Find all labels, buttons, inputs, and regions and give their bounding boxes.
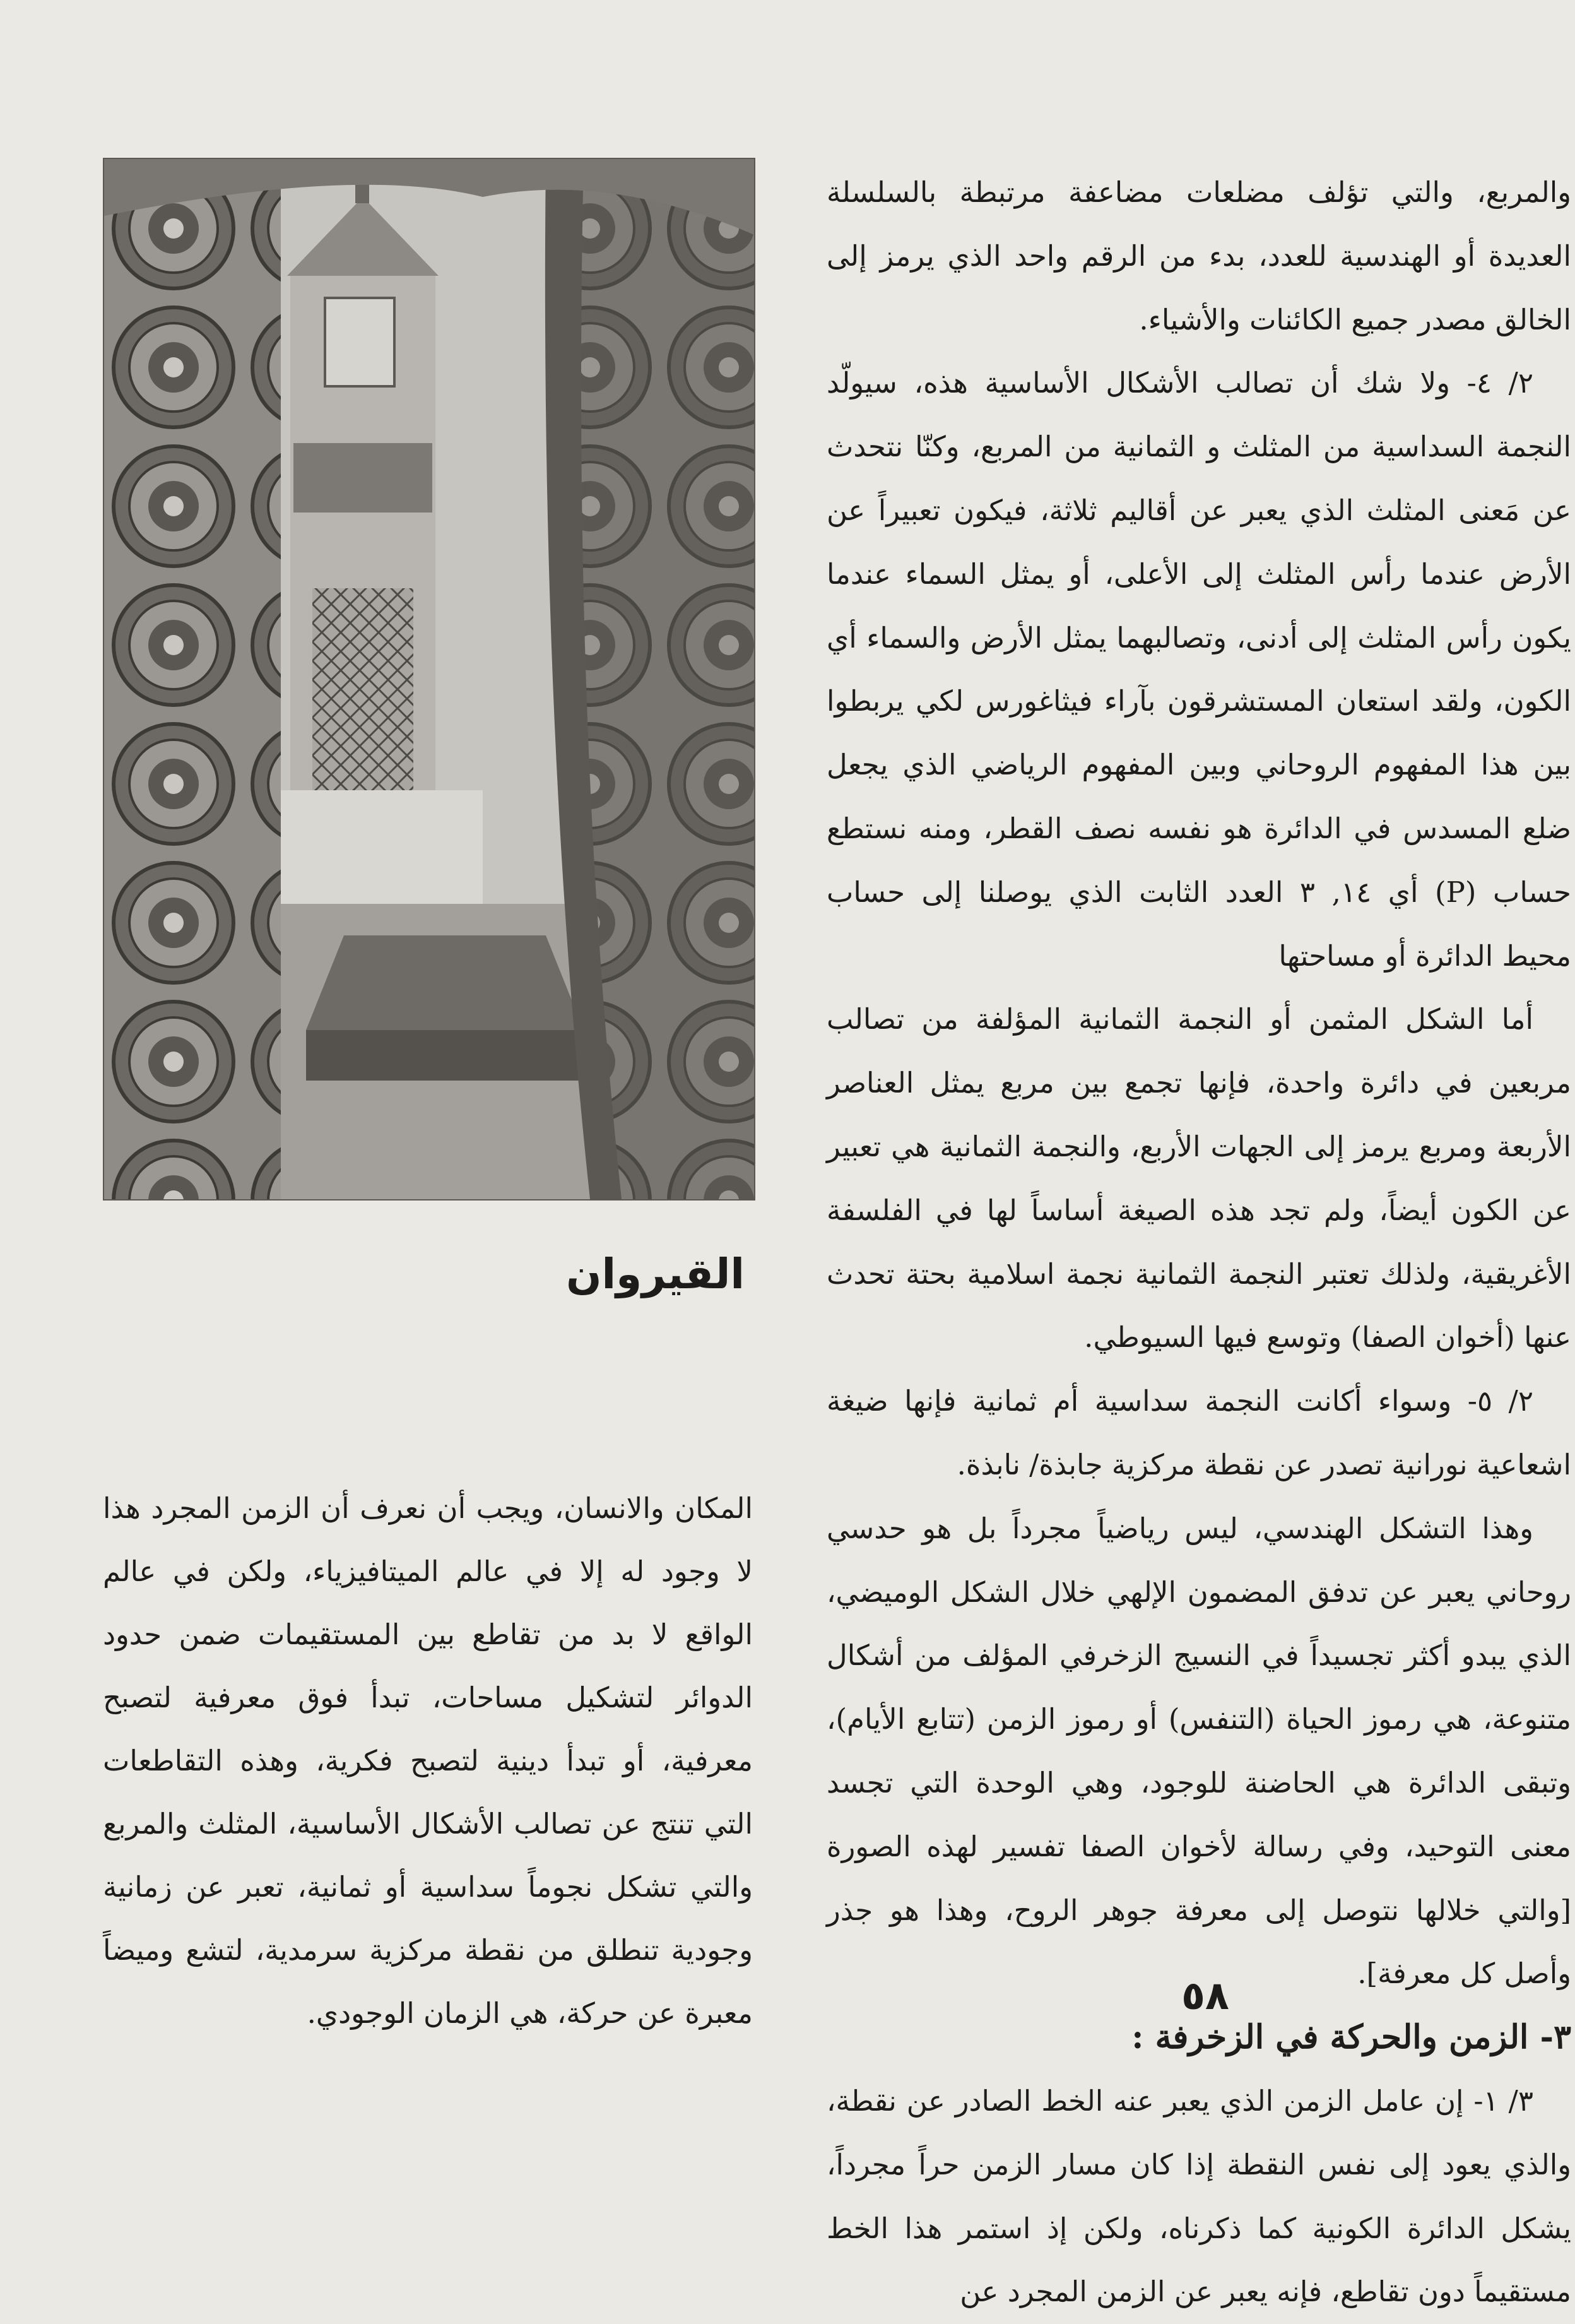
left-paragraph: المكان والانسان، ويجب أن نعرف أن الزمن المجرد هذا لا وجود له إلا في عالم الميتافيزياء، ولكن في عالم الواقع لا بد من تقاطع بين المستقيمات ضمن حدود الدوائر لتشكيل مساحات، تبدأ فوق معرفية لتصبح معرفية، أو تبدأ دينية لتصبح فكرية، وهذه التقاطعات التي تنتج عن تصالب الأشكال الأساسية، المثلث والمربع والتي تشكل نجوماً سداسية أو ثمانية، تعبر عن زمانية وجودية تنطلق من نقطة مركزية سرمدية، لتشع وميضاً معبرة عن حركة، هي الزمان الوجودي. [103, 1491, 753, 2030]
section-heading: ٣- الزمن والحركة في الزخرفة : [1131, 2018, 1571, 2057]
paragraph-6: ٣/ ١- إن عامل الزمن الذي يعبر عنه الخط الصادر عن نقطة، والذي يعود إلى نفس النقطة إذا كان مسار الزمن حراً مجرداً، يشكل الدائرة الكونية كما ذكرناه، ولكن إذ استمر هذا الخط مستقيماً دون تقاطع، فإنه يعبر عن الزمن المجرد عن [827, 2084, 1571, 2309]
left-text-column [103, 1477, 753, 2045]
paragraph-5: وهذا التشكل الهندسي، ليس رياضياً مجرداً بل هو حدسي روحاني يعبر عن تدفق المضمون الإلهي خلال الشكل الوميضي، الذي يبدو أكثر تجسيداً في النسيج الزخرفي المؤلف من أشكال متنوعة، هي رموز الحياة (التنفس) أو رموز الزمن (تتابع الأيام)، وتبقى الدائرة هي الحاضنة للوجود، وهي الوحدة التي تجسد معنى التوحيد، وفي رسالة لأخوان الصفا تفسير لهذه الصورة [والتي خلالها نتوصل إلى معرفة جوهر الروح، وهذا هو جذر وأصل كل معرفة]. [827, 1511, 1571, 1991]
minaret-photo [103, 158, 755, 1201]
paragraph-1: والمربع، والتي تؤلف مضلعات مضاعفة مرتبطة بالسلسلة العديدة أو الهندسية للعدد، بدء من الرقم واحد الذي يرمز إلى الخالق مصدر جميع الكائنات والأشياء. [827, 175, 1571, 336]
photo-illustration [104, 159, 754, 1199]
paragraph-3: أما الشكل المثمن أو النجمة الثمانية المؤلفة من تصالب مربعين في دائرة واحدة، فإنها تجمع بين مربع يمثل العناصر الأربعة ومربع يرمز إلى الجهات الأربع، والنجمة الثمانية هي تعبير عن الكون أيضاً، ولم تجد هذه الصيغة أساساً لها في الفلسفة الأغريقية، ولذلك تعتبر النجمة الثمانية نجمة اسلامية بحتة تحدث عنها (أخوان الصفا) وتوسع فيها السيوطي. [827, 1002, 1571, 1355]
paragraph-4: ٢/ ٥- وسواء أكانت النجمة سداسية أم ثمانية فإنها ضيغة اشعاعية نورانية تصدر عن نقطة مركزية جابذة/ نابذة. [827, 1384, 1571, 1481]
photo-caption: القيروان [566, 1250, 745, 1298]
page-number: ٥٨ [1181, 1972, 1229, 2019]
paragraph-2: ٢/ ٤- ولا شك أن تصالب الأشكال الأساسية هذه، سيولّد النجمة السداسية من المثلث و الثمانية من المربع، وكنّا نتحدث عن مَعنى المثلث الذي يعبر عن أقاليم ثلاثة، فيكون تعبيراً عن الأرض عندما رأس المثلث إلى الأعلى، أو يمثل السماء عندما يكون رأس المثلث إلى أدنى، وتصالبهما يمثل الأرض والسماء أي الكون، ولقد استعان المستشرقون بآراء فيثاغورس لكي يربطوا بين هذا المفهوم الروحاني وبين المفهوم الرياضي الذي يجعل ضلع المسدس في الدائرة هو نفسه نصف القطر، ومنه نستطع حساب (P) أي ١٤, ٣ العدد الثابت الذي يوصلنا إلى حساب محيط الدائرة أو مساحتها [827, 366, 1571, 973]
